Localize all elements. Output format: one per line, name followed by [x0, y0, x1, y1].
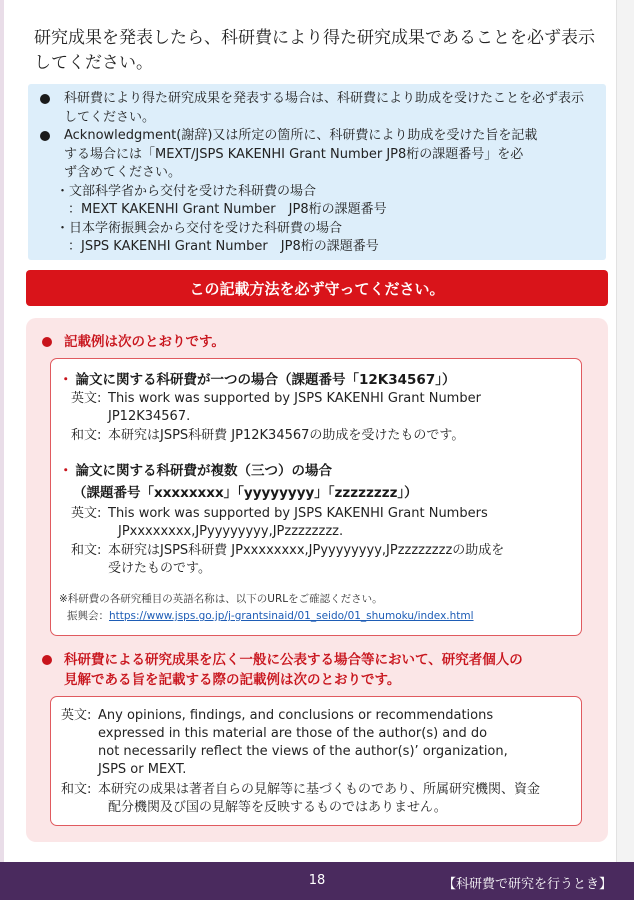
disclaimer-en-line: Any opinions, findings, and conclusions or recommendations — [98, 708, 494, 723]
example2-en-line: JPxxxxxxxx,JPyyyyyyyy,JPzzzzzzzz. — [118, 524, 344, 539]
example1-en-line: This work was supported by JSPS KAKENHI Grant Number — [108, 391, 481, 406]
right-edge-strip — [616, 0, 634, 862]
example2-ja-line: 本研究はJSPS科研費 JPxxxxxxxx,JPyyyyyyyy,JPzzzzzzzzの助成を — [108, 543, 505, 558]
page-number: 18 — [308, 873, 326, 888]
disclaimer-box — [50, 696, 582, 826]
bullet-dot-icon — [40, 131, 50, 141]
disclaimer-ja-label: 和文: — [61, 782, 92, 797]
mext-value: ：MEXT KAKENHI Grant Number JP8桁の課題番号 — [68, 202, 387, 217]
info-box — [28, 84, 606, 260]
mext-label: ・文部科学省から交付を受けた科研費の場合 — [56, 183, 317, 199]
example2-en-label: 英文: — [71, 506, 102, 521]
left-edge-strip — [0, 0, 4, 862]
jsps-label: ・日本学術振興会から交付を受けた科研費の場合 — [56, 220, 343, 236]
info-bullet-2-line: ず含めてください。 — [64, 165, 182, 180]
note-url-row — [67, 608, 474, 624]
jsps-value: ：JSPS KAKENHI Grant Number JP8桁の課題番号 — [68, 239, 379, 254]
info-bullet-2 — [38, 127, 596, 183]
example2-ja-label: 和文: — [71, 543, 102, 558]
footer-section-tag: 【科研費で研究を行うとき】 — [442, 877, 612, 892]
page-footer — [0, 862, 634, 900]
info-bullet-1 — [38, 90, 596, 127]
section-heading-examples: 記載例は次のとおりです。 — [40, 332, 600, 352]
example1-en-label: 英文: — [71, 391, 102, 406]
example2-heading: ・ 論文に関する科研費が複数（三つ）の場合 — [59, 463, 332, 479]
disclaimer-ja-line: 本研究の成果は著者自らの見解等に基づくものであり、所属研究機関、資金 — [98, 782, 541, 797]
example1-ja-line: 本研究はJSPS科研費 JP12K34567の助成を受けたものです。 — [108, 428, 465, 443]
example2-en-line: This work was supported by JSPS KAKENHI Grant Numbers — [108, 506, 488, 521]
warning-text: この記載方法を必ず守ってください。 — [189, 279, 445, 298]
page-title: 研究成果を発表したら、科研費により得た研究成果であることを必ず表示してください。 — [34, 28, 595, 73]
disclaimer-en-line: JSPS or MEXT. — [98, 762, 187, 777]
disclaimer-ja-line: 配分機関及び国の見解等を反映するものではありません。 — [108, 800, 447, 815]
disclaimer-en-label: 英文: — [61, 708, 92, 723]
example1-en-line: JP12K34567. — [108, 409, 191, 424]
info-bullet-2-line: Acknowledgment(謝辞)又は所定の箇所に、科研費により助成を受けた旨を記載 — [64, 128, 538, 143]
example2-ja-line: 受けたものです。 — [108, 561, 211, 576]
info-bullet-2-line: する場合には「MEXT/JSPS KAKENHI Grant Number JP8桁の課題番号」を必 — [64, 146, 524, 162]
section-heading-disclaimer: 科研費による研究成果を広く一般に公表する場合等において、研究者個人の 見解である旨を記載する際の記載例は次のとおりです。 — [40, 650, 600, 690]
example1-ja-label: 和文: — [71, 428, 102, 443]
example-box — [50, 358, 582, 636]
kakenhi-url-link[interactable]: https://www.jsps.go.jp/j-grantsinaid/01_seido/01_shumoku/index.html — [109, 610, 474, 622]
bullet-dot-icon — [40, 94, 50, 104]
note-label: 振興会： — [67, 610, 109, 622]
note-text: ※科研費の各研究種目の英語名称は、以下のURLをご確認ください。 — [59, 593, 383, 605]
red-bullet-icon — [42, 337, 52, 347]
info-bullet-1-text: 科研費により得た研究成果を発表する場合は、科研費により助成を受けたことを必ず表示してください。 — [64, 91, 585, 125]
disclaimer-en-line: not necessarily reflect the views of the author(s)’ organization, — [98, 744, 508, 759]
example2-heading-sub: （課題番号「xxxxxxxx」「yyyyyyyy」「zzzzzzzz」） — [73, 485, 418, 501]
red-bullet-icon — [42, 655, 52, 665]
disclaimer-en-line: expressed in this material are those of the author(s) and do — [98, 726, 488, 741]
warning-banner — [26, 270, 608, 306]
example1-heading: ・ 論文に関する科研費が一つの場合（課題番号「12K34567」） — [59, 372, 456, 388]
